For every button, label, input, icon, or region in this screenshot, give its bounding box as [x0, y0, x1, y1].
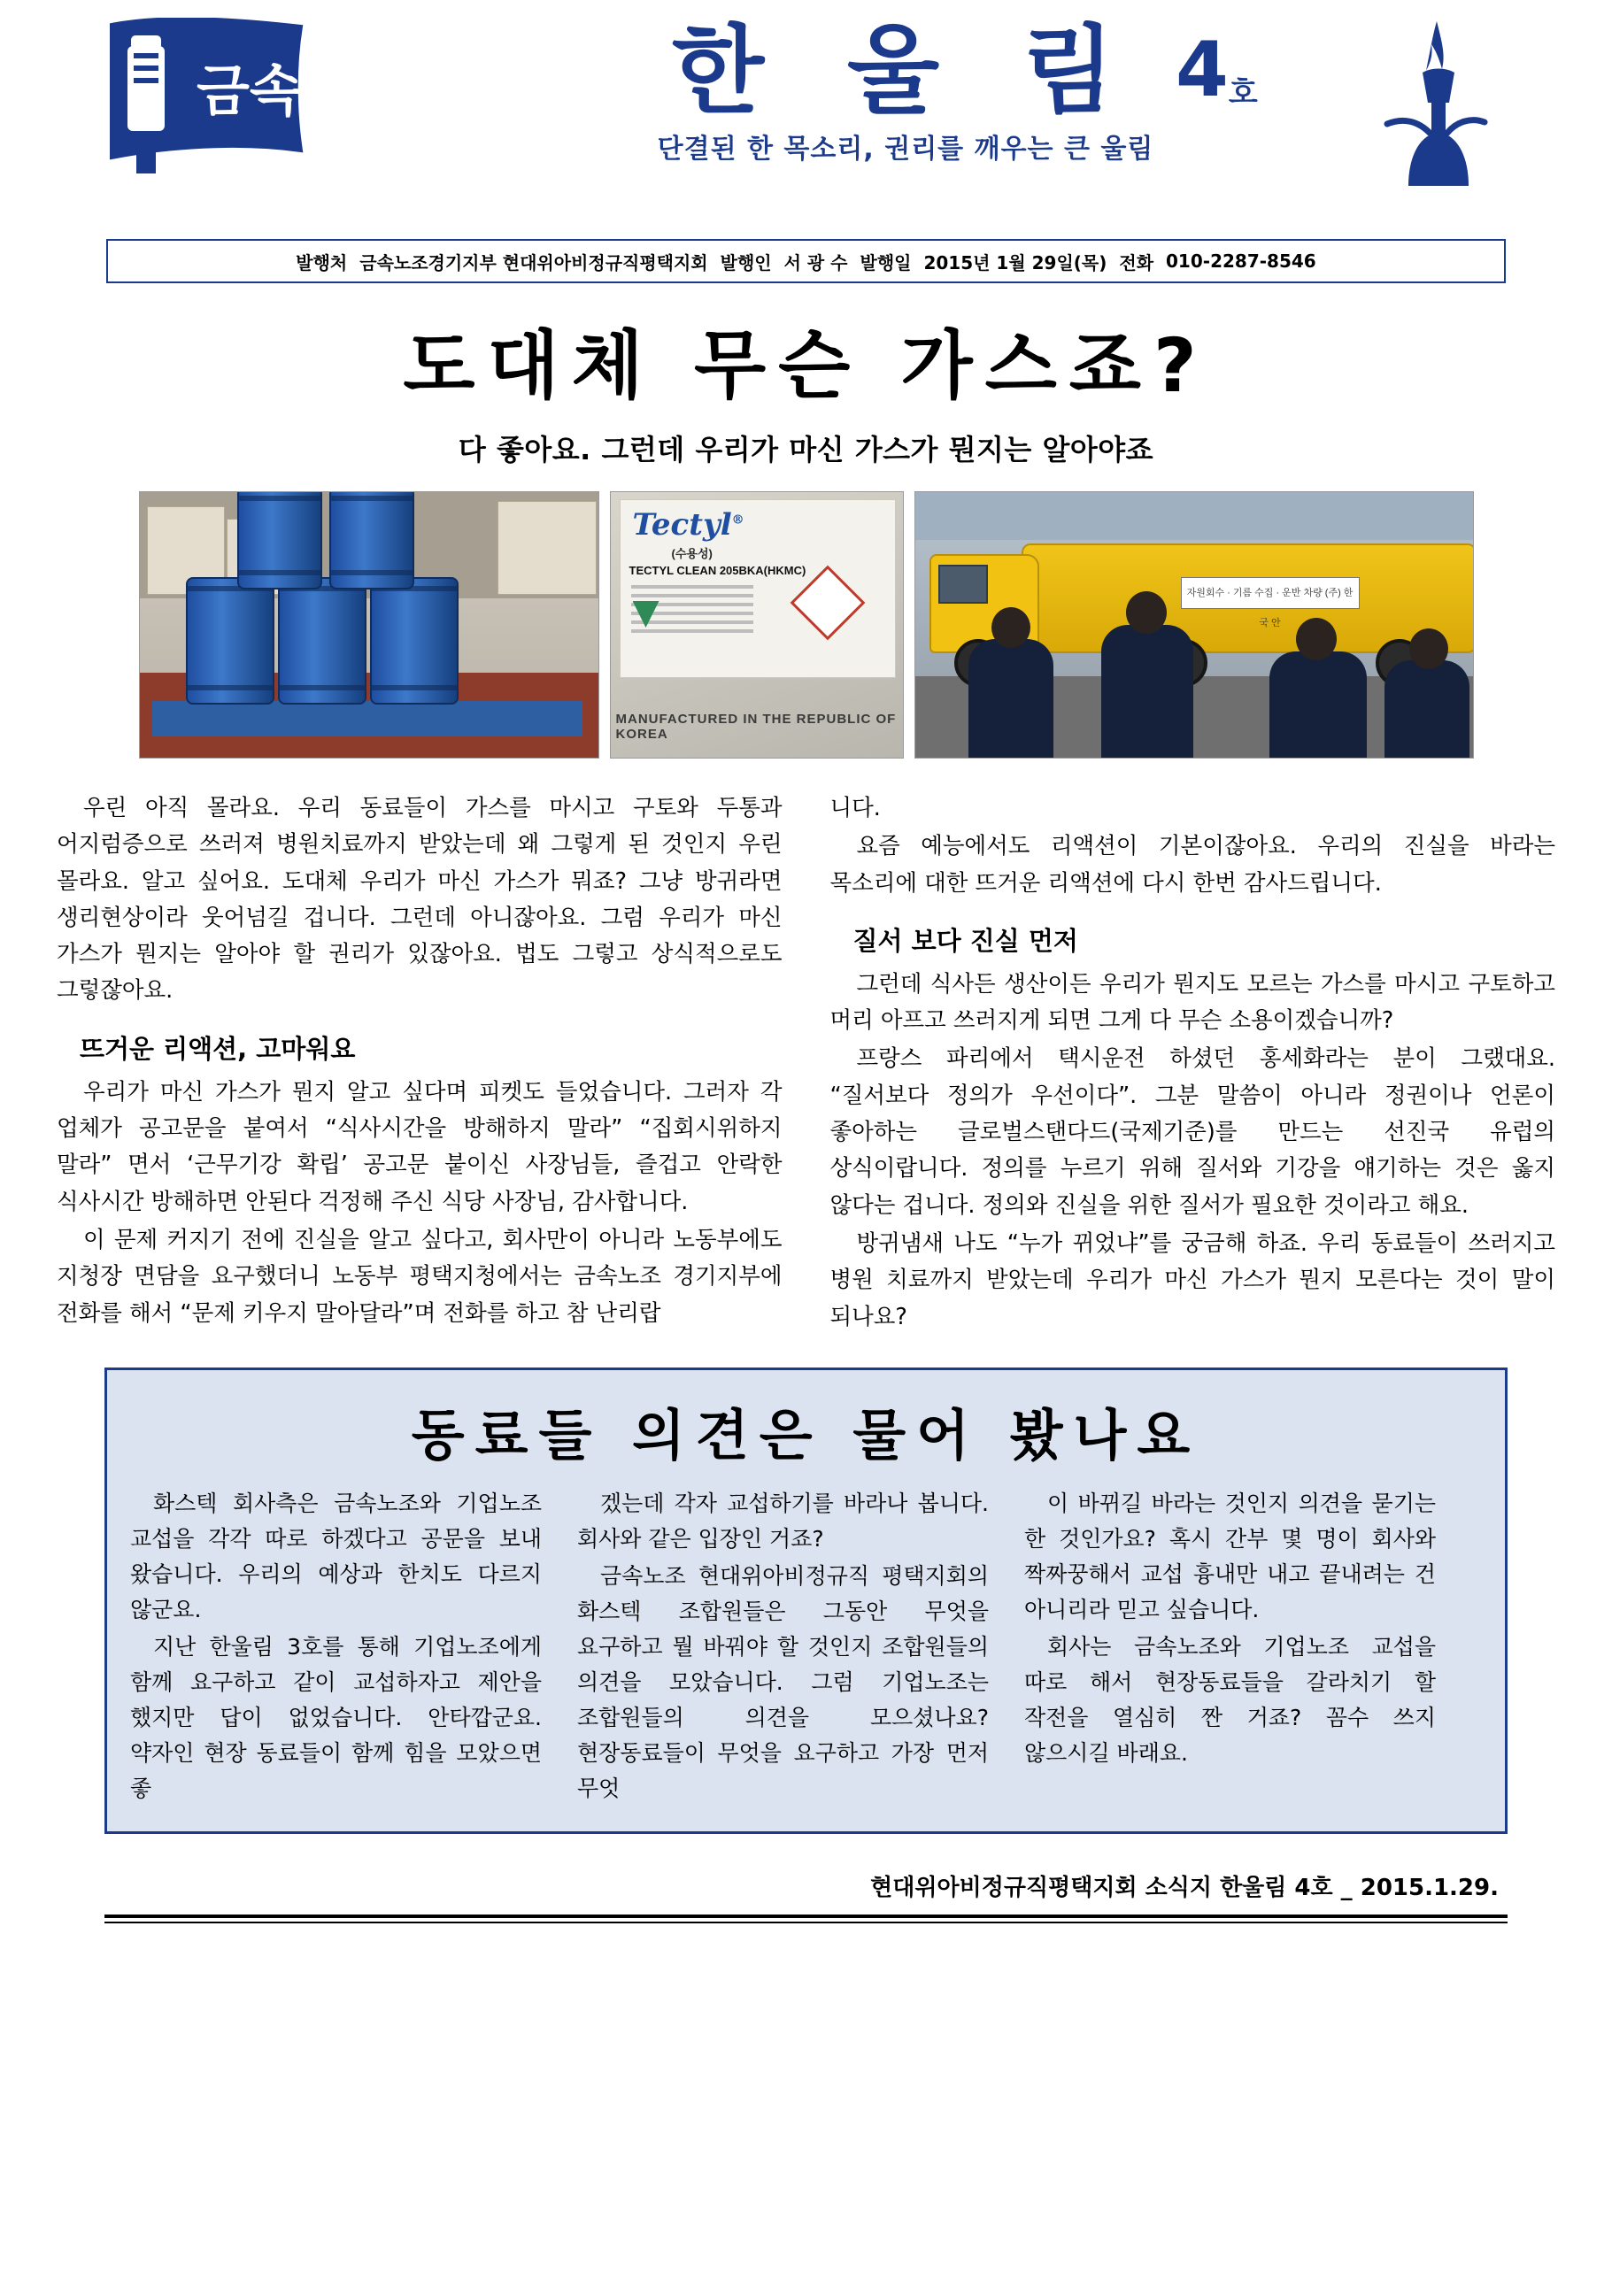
boxed-column-2 [577, 1486, 989, 1808]
paragraph: 프랑스 파리에서 택시운전 하셨던 홍세화라는 분이 그랬대요. “질서보다 정의가 우선이다”. 그분 말씀이 아니라 정권이나 언론이 좋아하는 글로벌스탠다드(국제기준)를 만드는 선진국 유럽의 상식이랍니다. 정의를 누르기 위해 질서와 기강을 얘기하는 것은 옳지 않다는 겁니다. 정의와 진실을 위한 질서가 필요한 것이라고 해요. [829, 1045, 1555, 1219]
publisher-bar [106, 239, 1506, 283]
masthead [51, 12, 1561, 235]
section-title-truth-first: 질서 보다 진실 먼저 [852, 925, 1078, 956]
issue-number-block [1176, 26, 1258, 114]
metal-union-flag-logo [104, 18, 308, 186]
article-columns [51, 790, 1561, 1337]
paragraph: 화스텍 회사측은 금속노조와 기업노조 교섭을 각각 따로 하겠다고 공문을 보내 왔습니다. 우리의 예상과 한치도 다르지 않군요. [130, 1490, 542, 1622]
editor-label: 발행인 [720, 251, 772, 274]
date-label: 발행일 [860, 251, 912, 274]
tectyl-label-photo [610, 491, 904, 759]
footer-text: 현대위아비정규직평택지회 소식지 한울림 4호 _ 2015.1.29. [870, 1874, 1499, 1901]
paragraph: 이 문제 커지기 전에 진실을 알고 싶다고, 회사만이 아니라 노동부에도 지청장 면담을 요구했더니 노동부 평택지청에서는 금속노조 경기지부에 전화를 해서 “문제 키우지 말아달라”며 전화를 하고 참 난리랍 [57, 1226, 783, 1327]
boxed-section-title: 동료들 의견은 물어 봤나요 [411, 1402, 1201, 1468]
tectyl-product-name: TECTYL CLEAN 205BKA(HKMC) [629, 564, 806, 577]
newsletter-title: 한 울 림 [671, 16, 1140, 127]
date-value: 2015년 1월 29일(목) [923, 251, 1107, 274]
newsletter-slogan: 단결된 한 목소리, 권리를 깨우는 큰 울림 [657, 134, 1154, 166]
section-title-hot-reaction: 뜨거운 리액션, 고마워요 [80, 1033, 356, 1064]
publisher-value: 금속노조경기지부 현대위아비정규직평택지회 [359, 251, 708, 274]
tectyl-bottom-text: MANUFACTURED IN THE REPUBLIC OF KOREA [615, 712, 897, 742]
paragraph: 금속노조 현대위아비정규직 평택지회의 화스텍 조합원들은 그동안 무엇을 요구하고 뭘 바꿔야 할 것인지 조합원들의 의견을 모았습니다. 그럼 기업노조는 조합원들의 의견을 모으셨나요? 현장동료들이 무엇을 요구하고 가장 먼저 무엇 [577, 1562, 989, 1801]
issue-number: 4 [1176, 26, 1229, 114]
boxed-section [104, 1368, 1508, 1834]
paragraph: 우린 아직 몰라요. 우리 동료들이 가스를 마시고 구토와 두통과 어지럼증으로 쓰러져 병원치료까지 받았는데 왜 그렇게 된 것인지 우린 몰라요. 알고 싶어요. 도대체 우리가 마신 가스가 뭐죠? 그냥 방귀라면 생리현상이라 웃어넘길 겁니다. 그런데 아니잖아요. 그럼 우리가 마신 가스가 뭔지는 알아야 할 권리가 있잖아요. 법도 그렇고 상식적으로도 그렇잖아요. [57, 795, 783, 1005]
paragraph: 니다. [829, 795, 881, 821]
headline: 도대체 무슨 가스죠? [403, 322, 1209, 409]
tectyl-sub-text: (수용성) [671, 547, 713, 560]
article-left-column [57, 790, 783, 1337]
paragraph: 겠는데 각자 교섭하기를 바라나 봅니다. 회사와 같은 입장인 거죠? [577, 1490, 989, 1552]
torch-illustration [1361, 18, 1511, 195]
paragraph: 그런데 식사든 생산이든 우리가 뭔지도 모르는 가스를 마시고 구토하고 머리 아프고 쓰러지게 되면 그게 다 무슨 소용이겠습니까? [829, 970, 1555, 1035]
newsletter-page [0, 12, 1612, 2296]
paragraph: 회사는 금속노조와 기업노조 교섭을 따로 해서 현장동료들을 갈라치기 할 작전을 열심히 짠 거죠? 꼼수 쓰지 않으시길 바래요. [1024, 1633, 1436, 1766]
paragraph: 이 바뀌길 바라는 것인지 의견을 묻기는 한 것인가요? 혹시 간부 몇 명이 회사와 짝짜꿍해서 교섭 흉내만 내고 끝내려는 건 아니리라 믿고 싶습니다. [1024, 1490, 1436, 1622]
publisher-label: 발행처 [296, 251, 348, 274]
svg-text:금속: 금속 [197, 58, 303, 123]
article-right-column [830, 790, 1556, 1337]
footer-rule-thin [104, 1922, 1508, 1923]
boxed-column-1 [130, 1486, 542, 1808]
phone-label: 전화 [1119, 251, 1154, 274]
boxed-column-3 [1024, 1486, 1436, 1808]
subheadline: 다 좋아요. 그런데 우리가 마신 가스가 뭔지는 알아야죠 [458, 433, 1154, 466]
editor-value: 서 광 수 [783, 251, 848, 274]
footer-rule-thick [104, 1915, 1508, 1918]
tectyl-brand-text: Tectyl® [632, 507, 744, 543]
issue-unit: 호 [1228, 75, 1258, 111]
phone-value: 010-2287-8546 [1166, 250, 1316, 272]
paragraph: 요즘 예능에서도 리액션이 기본이잖아요. 우리의 진실을 바라는 목소리에 대한 뜨거운 리액션에 다시 한번 감사드립니다. [829, 833, 1555, 897]
paragraph: 방귀냄새 나도 “누가 뀌었냐”를 궁금해 하죠. 우리 동료들이 쓰러지고 병원 치료까지 받았는데 우리가 마신 가스가 뭔지 모른다는 것이 말이 되나요? [829, 1229, 1555, 1330]
blue-drums-photo [139, 491, 599, 759]
paragraph: 지난 한울림 3호를 통해 기업노조에게 함께 요구하고 같이 교섭하자고 제안을 했지만 답이 없었습니다. 안타깝군요. 약자인 현장 동료들이 함께 힘을 모았으면 좋 [130, 1633, 542, 1801]
paragraph: 우리가 마신 가스가 뭔지 알고 싶다며 피켓도 들었습니다. 그러자 각 업체가 공고문을 붙여서 “식사시간을 방해하지 말라” “집회시위하지 말라” 면서 ‘근무기강 확립’ 공고문 붙이신 사장님들, 즐겁고 안락한 식사시간 방해하면 안된다 걱정해 주신 식당 사장님, 감사합니다. [57, 1078, 783, 1215]
photo-row [51, 491, 1561, 759]
tanker-truck-photo [914, 491, 1474, 759]
truck-plate-text: 자원회수 · 기름 수집 · 운반 차량 (주) 한 국 안 [1181, 577, 1360, 609]
